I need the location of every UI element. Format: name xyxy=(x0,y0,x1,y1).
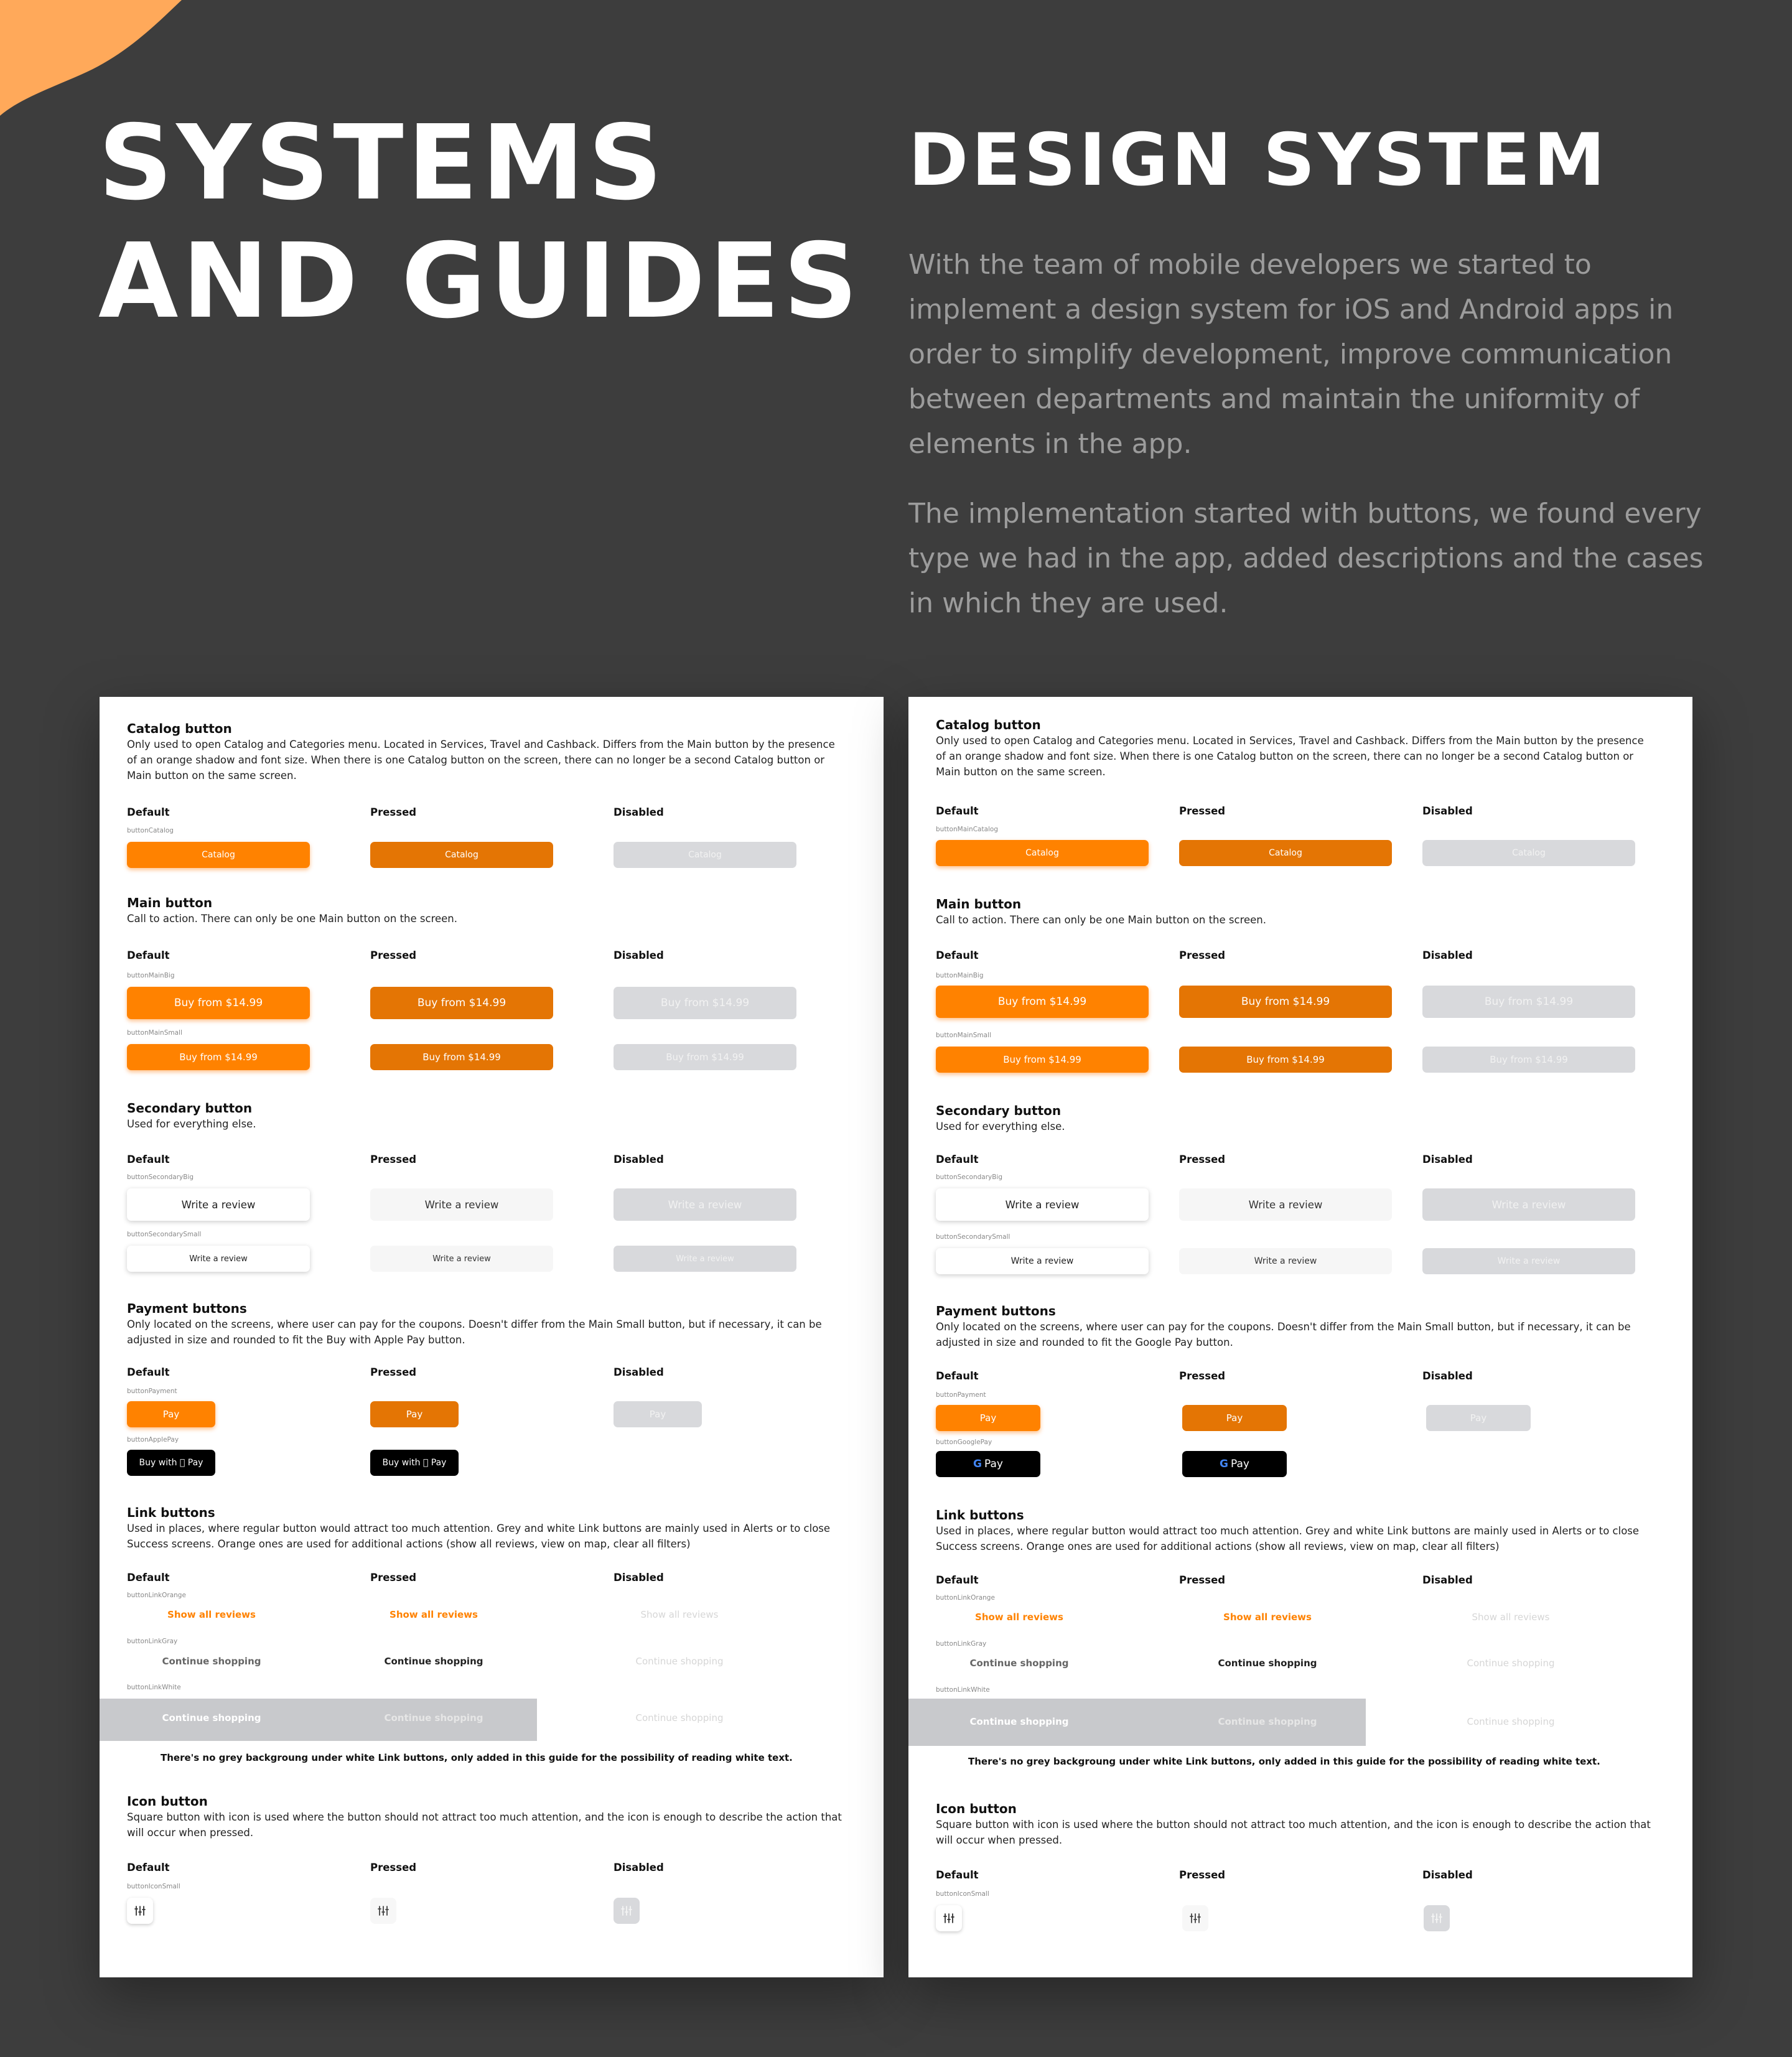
section-title: Payment buttons xyxy=(127,1301,247,1316)
google-g-icon: G xyxy=(973,1458,982,1470)
section-title: Catalog button xyxy=(127,721,232,736)
icon-button-default[interactable] xyxy=(127,1898,153,1924)
white-link-pressed[interactable]: Continue shopping xyxy=(1218,1716,1317,1727)
state-default: Default xyxy=(936,1574,979,1586)
orange-link-default[interactable]: Show all reviews xyxy=(975,1612,1063,1623)
section-description: Call to action. There can only be one Main button on the screen. xyxy=(936,914,1267,926)
state-pressed: Pressed xyxy=(370,949,417,961)
gray-link-default[interactable]: Continue shopping xyxy=(162,1656,261,1667)
state-pressed: Pressed xyxy=(370,1366,417,1378)
state-disabled: Disabled xyxy=(614,1154,664,1165)
link-note: There's no grey backgroung under white Link buttons, only added in this guide for the possibility of reading white text. xyxy=(968,1756,1600,1767)
component-tag: buttonIconSmall xyxy=(936,1890,989,1898)
component-tag: buttonSecondaryBig xyxy=(127,1173,194,1181)
state-pressed: Pressed xyxy=(1179,1370,1226,1382)
component-tag: buttonLinkWhite xyxy=(936,1686,990,1694)
pay-button-disabled[interactable]: Pay xyxy=(614,1401,702,1427)
state-default: Default xyxy=(936,805,979,817)
orange-link-disabled[interactable]: Show all reviews xyxy=(1472,1612,1550,1623)
main-small-button-disabled[interactable]: Buy from $14.99 xyxy=(1422,1047,1635,1073)
state-disabled: Disabled xyxy=(614,806,664,818)
pay-button-pressed[interactable]: Pay xyxy=(370,1401,459,1427)
state-pressed: Pressed xyxy=(1179,949,1226,961)
catalog-section xyxy=(127,721,861,783)
secondary-big-button-pressed[interactable]: Write a review xyxy=(370,1188,553,1221)
component-tag: buttonLinkWhite xyxy=(127,1684,181,1691)
state-pressed: Pressed xyxy=(370,1862,417,1873)
state-default: Default xyxy=(936,949,979,961)
orange-link-pressed[interactable]: Show all reviews xyxy=(1223,1612,1312,1623)
filter-sliders-icon xyxy=(620,1905,633,1916)
state-disabled: Disabled xyxy=(1422,1154,1473,1165)
payment-section xyxy=(936,1303,1670,1350)
catalog-button-default[interactable]: Catalog xyxy=(936,840,1149,866)
component-tag: buttonSecondarySmall xyxy=(936,1233,1010,1241)
component-tag: buttonMainBig xyxy=(127,972,175,979)
component-tag: buttonSecondarySmall xyxy=(127,1231,202,1238)
main-small-button-default[interactable]: Buy from $14.99 xyxy=(936,1047,1149,1073)
component-tag: buttonLinkGray xyxy=(127,1638,178,1645)
section-description: Only located on the screens, where user can pay for the coupons. Doesn't differ from the Main Small button, but if necessary, it can be adjusted in size and rounded to fit the Google Pay button. xyxy=(936,1321,1631,1348)
main-big-button-default[interactable]: Buy from $14.99 xyxy=(936,986,1149,1018)
section-description: Used in places, where regular button would attract too much attention. Grey and white Link buttons are mainly used in Alerts or to close Success screens. Orange ones are used for additional actions (show all reviews, view on map, clear all filters) xyxy=(936,1525,1640,1552)
state-pressed: Pressed xyxy=(1179,805,1226,817)
orange-link-disabled[interactable]: Show all reviews xyxy=(640,1609,719,1620)
main-section xyxy=(127,895,861,926)
state-disabled: Disabled xyxy=(1422,949,1473,961)
secondary-small-button-pressed[interactable]: Write a review xyxy=(1179,1248,1392,1274)
google-g-icon: G xyxy=(1220,1458,1228,1470)
gray-link-default[interactable]: Continue shopping xyxy=(969,1658,1069,1669)
filter-sliders-icon xyxy=(1430,1913,1443,1924)
section-description: Square button with icon is used where the button should not attract too much attention, and the icon is enough to describe the action that will occur when pressed. xyxy=(936,1819,1651,1846)
state-pressed: Pressed xyxy=(370,1154,417,1165)
section-title: Payment buttons xyxy=(936,1304,1056,1318)
secondary-big-button-disabled[interactable]: Write a review xyxy=(614,1188,796,1221)
section-description: Only located on the screens, where user can pay for the coupons. Doesn't differ from the Main Small button, but if necessary, it can be adjusted in size and rounded to fit the Buy with Apple Pay button. xyxy=(127,1318,822,1346)
catalog-button-pressed[interactable]: Catalog xyxy=(1179,840,1392,866)
secondary-big-button-default[interactable]: Write a review xyxy=(127,1188,310,1221)
white-link-disabled[interactable]: Continue shopping xyxy=(635,1712,724,1723)
payment-section xyxy=(127,1300,861,1348)
catalog-button-disabled[interactable]: Catalog xyxy=(614,842,796,868)
section-title: Main button xyxy=(936,897,1022,912)
component-tag: buttonCatalog xyxy=(127,827,174,834)
state-default: Default xyxy=(936,1869,979,1881)
state-default: Default xyxy=(936,1154,979,1165)
section-description: Only used to open Catalog and Categories menu. Located in Services, Travel and Cashback. Differs from the Main button by the presence of an orange shadow and font size. When there is one Catalog button on the screen, there can no longer be a second Catalog button or Main button on the same screen. xyxy=(936,735,1644,778)
state-default: Default xyxy=(127,1154,170,1165)
state-pressed: Pressed xyxy=(370,1572,417,1584)
secondary-section xyxy=(936,1103,1670,1134)
apple-pay-button-pressed[interactable]: Buy with Pay xyxy=(370,1450,459,1476)
component-tag: buttonGooglePay xyxy=(936,1439,992,1446)
state-disabled: Disabled xyxy=(1422,1370,1473,1382)
catalog-section xyxy=(936,717,1670,780)
hero-title-line-1: SYSTEMS xyxy=(98,103,666,223)
link-section xyxy=(127,1504,861,1552)
section-heading: DESIGN SYSTEM xyxy=(908,118,1608,202)
google-pay-button-pressed[interactable] xyxy=(1182,1451,1287,1477)
state-pressed: Pressed xyxy=(1179,1574,1226,1586)
icon-section xyxy=(936,1801,1670,1848)
catalog-button-pressed[interactable]: Catalog xyxy=(370,842,553,868)
section-title: Link buttons xyxy=(127,1505,215,1520)
icon-section xyxy=(127,1793,861,1840)
main-small-button-disabled[interactable]: Buy from $14.99 xyxy=(614,1044,796,1070)
section-title: Secondary button xyxy=(936,1103,1062,1118)
state-disabled: Disabled xyxy=(614,1862,664,1873)
state-default: Default xyxy=(127,1366,170,1378)
section-description: Used in places, where regular button would attract too much attention. Grey and white Link buttons are mainly used in Alerts or to close Success screens. Orange ones are used for additional actions (show all reviews, view on map, clear all filters) xyxy=(127,1523,831,1550)
section-description: Call to action. There can only be one Main button on the screen. xyxy=(127,913,458,925)
android-guide-panel xyxy=(908,697,1692,1977)
section-title: Catalog button xyxy=(936,717,1041,732)
catalog-button-disabled[interactable]: Catalog xyxy=(1422,840,1635,866)
main-big-button-pressed[interactable]: Buy from $14.99 xyxy=(370,987,553,1019)
main-big-button-disabled[interactable]: Buy from $14.99 xyxy=(1422,986,1635,1018)
secondary-small-button-default[interactable]: Write a review xyxy=(936,1248,1149,1274)
section-description: Used for everything else. xyxy=(127,1118,256,1130)
section-description: Only used to open Catalog and Categories menu. Located in Services, Travel and Cashback. Differs from the Main button by the presence of an orange shadow and font size. When there is one Catalog button on the screen, there can no longer be a second Catalog button or Main button on the same screen. xyxy=(127,739,835,781)
pay-button-pressed[interactable]: Pay xyxy=(1182,1405,1287,1431)
component-tag: buttonPayment xyxy=(936,1391,986,1399)
component-tag: buttonApplePay xyxy=(127,1436,179,1444)
component-tag: buttonLinkOrange xyxy=(127,1592,186,1599)
state-disabled: Disabled xyxy=(614,949,664,961)
google-pay-button-default[interactable] xyxy=(936,1451,1040,1477)
icon-button-disabled[interactable] xyxy=(1424,1905,1450,1931)
main-big-button-pressed[interactable]: Buy from $14.99 xyxy=(1179,986,1392,1018)
white-link-default[interactable]: Continue shopping xyxy=(162,1712,261,1723)
secondary-big-button-pressed[interactable]: Write a review xyxy=(1179,1188,1392,1221)
main-small-button-pressed[interactable]: Buy from $14.99 xyxy=(370,1044,553,1070)
secondary-section xyxy=(127,1100,861,1132)
filter-sliders-icon xyxy=(1189,1913,1202,1924)
orange-link-default[interactable]: Show all reviews xyxy=(167,1609,256,1620)
google-pay-label: Pay xyxy=(1231,1458,1249,1470)
orange-link-pressed[interactable]: Show all reviews xyxy=(390,1609,478,1620)
filter-sliders-icon xyxy=(377,1905,390,1916)
white-link-default[interactable]: Continue shopping xyxy=(969,1716,1069,1727)
icon-button-disabled[interactable] xyxy=(614,1898,640,1924)
gray-link-disabled[interactable]: Continue shopping xyxy=(1467,1658,1555,1669)
icon-button-default[interactable] xyxy=(936,1905,962,1931)
apple-pay-button-default[interactable]: Buy with Pay xyxy=(127,1450,215,1476)
intro-paragraph: With the team of mobile developers we started to implement a design system for iOS and Android apps in order to simplify development, improve communication between departments and maintain the uniformity of elements in the app. xyxy=(908,249,1674,460)
secondary-big-button-disabled[interactable]: Write a review xyxy=(1422,1188,1635,1221)
filter-sliders-icon xyxy=(134,1905,146,1916)
gray-link-disabled[interactable]: Continue shopping xyxy=(635,1656,724,1667)
icon-button-pressed[interactable] xyxy=(1182,1905,1208,1931)
component-tag: buttonMainSmall xyxy=(127,1029,182,1037)
state-default: Default xyxy=(127,949,170,961)
component-tag: buttonMainSmall xyxy=(936,1032,991,1039)
white-link-pressed[interactable]: Continue shopping xyxy=(384,1712,483,1723)
state-pressed: Pressed xyxy=(1179,1869,1226,1881)
section-title: Icon button xyxy=(127,1794,208,1809)
filter-sliders-icon xyxy=(943,1913,955,1924)
catalog-button-default[interactable]: Catalog xyxy=(127,842,310,868)
state-default: Default xyxy=(936,1370,979,1382)
state-disabled: Disabled xyxy=(614,1366,664,1378)
state-default: Default xyxy=(127,1572,170,1584)
secondary-small-button-disabled[interactable]: Write a review xyxy=(1422,1248,1635,1274)
state-disabled: Disabled xyxy=(1422,805,1473,817)
icon-button-pressed[interactable] xyxy=(370,1898,396,1924)
state-default: Default xyxy=(127,806,170,818)
component-tag: buttonMainBig xyxy=(936,972,984,979)
link-section xyxy=(936,1507,1670,1554)
state-default: Default xyxy=(127,1862,170,1873)
section-title: Main button xyxy=(127,895,213,910)
pay-button-default[interactable]: Pay xyxy=(127,1401,215,1427)
decorative-orange-blob xyxy=(0,0,187,118)
main-section xyxy=(936,896,1670,928)
secondary-small-button-disabled[interactable]: Write a review xyxy=(614,1246,796,1272)
section-description: Square button with icon is used where the button should not attract too much attention, and the icon is enough to describe the action that will occur when pressed. xyxy=(127,1811,842,1839)
state-disabled: Disabled xyxy=(1422,1869,1473,1881)
component-tag: buttonMainCatalog xyxy=(936,826,999,833)
secondary-small-button-default[interactable]: Write a review xyxy=(127,1246,310,1272)
secondary-big-button-default[interactable]: Write a review xyxy=(936,1188,1149,1221)
hero-title xyxy=(98,105,862,341)
link-note: There's no grey backgroung under white Link buttons, only added in this guide for the possibility of reading white text. xyxy=(161,1752,793,1763)
google-pay-label: Pay xyxy=(984,1458,1003,1470)
state-pressed: Pressed xyxy=(370,806,417,818)
gray-link-pressed[interactable]: Continue shopping xyxy=(1218,1658,1317,1669)
section-title: Link buttons xyxy=(936,1508,1024,1523)
component-tag: buttonSecondaryBig xyxy=(936,1173,1003,1181)
main-big-button-disabled[interactable]: Buy from $14.99 xyxy=(614,987,796,1019)
section-title: Secondary button xyxy=(127,1101,253,1116)
ios-guide-panel xyxy=(100,697,884,1977)
state-pressed: Pressed xyxy=(1179,1154,1226,1165)
state-disabled: Disabled xyxy=(614,1572,664,1584)
section-title: Icon button xyxy=(936,1801,1017,1816)
pay-button-disabled[interactable]: Pay xyxy=(1426,1405,1531,1431)
white-link-disabled[interactable]: Continue shopping xyxy=(1467,1716,1555,1727)
gray-link-pressed[interactable]: Continue shopping xyxy=(384,1656,483,1667)
component-tag: buttonLinkOrange xyxy=(936,1594,995,1602)
state-disabled: Disabled xyxy=(1422,1574,1473,1586)
main-big-button-default[interactable]: Buy from $14.99 xyxy=(127,987,310,1019)
secondary-small-button-pressed[interactable]: Write a review xyxy=(370,1246,553,1272)
component-tag: buttonLinkGray xyxy=(936,1640,987,1648)
main-small-button-default[interactable]: Buy from $14.99 xyxy=(127,1044,310,1070)
component-tag: buttonPayment xyxy=(127,1388,177,1395)
section-description: Used for everything else. xyxy=(936,1121,1065,1132)
pay-button-default[interactable]: Pay xyxy=(936,1405,1040,1431)
implementation-paragraph: The implementation started with buttons, we found every type we had in the app, added descriptions and the cases in which they are used. xyxy=(908,498,1704,619)
component-tag: buttonIconSmall xyxy=(127,1883,180,1890)
hero-title-line-2: AND GUIDES xyxy=(98,222,862,342)
main-small-button-pressed[interactable]: Buy from $14.99 xyxy=(1179,1047,1392,1073)
